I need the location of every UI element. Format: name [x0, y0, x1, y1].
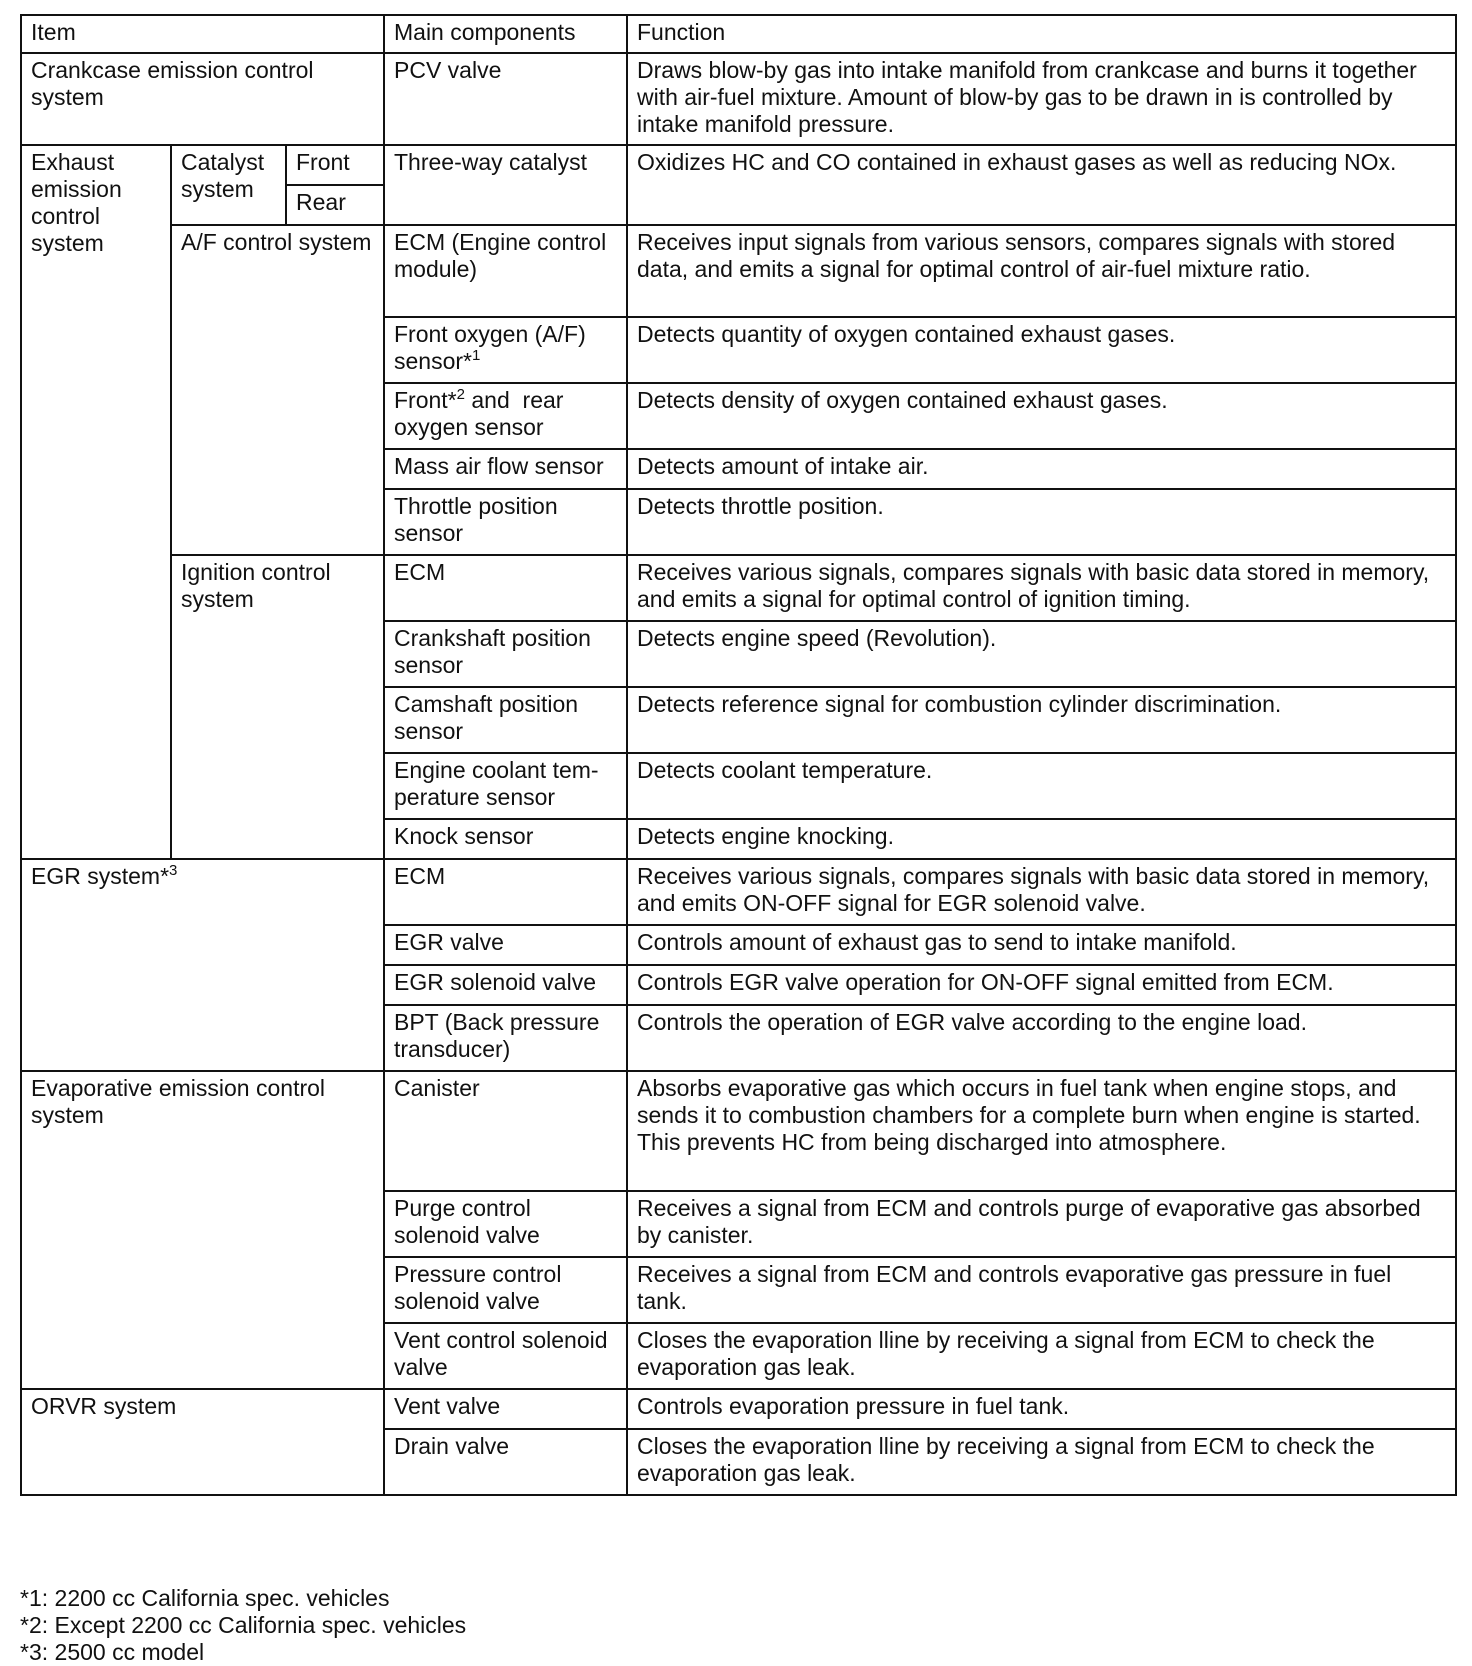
item-orvr: ORVR system [21, 1389, 384, 1495]
function-cell: Receives a signal from ECM and controls purge of evaporative gas absorbed by canister. [627, 1191, 1456, 1257]
function-cell: Closes the evaporation lline by receiving a signal from ECM to check the evaporation gas leak. [627, 1429, 1456, 1495]
subitem-af-control: A/F control system [171, 225, 384, 555]
function-cell: Detects quantity of oxygen contained exhaust gases. [627, 317, 1456, 383]
table-row [21, 145, 1456, 185]
catalyst-rear: Rear [286, 185, 384, 225]
function-cell: Detects reference signal for combustion cylinder discrimination. [627, 687, 1456, 753]
function-cell: Detects amount of intake air. [627, 449, 1456, 489]
item-crankcase: Crankcase emission control system [21, 53, 384, 145]
footnote-3: *3: 2500 cc model [20, 1639, 205, 1665]
component-cell: Pressure control solenoid valve [384, 1257, 627, 1323]
header-main-components: Main components [384, 15, 627, 53]
component-cell: Canister [384, 1071, 627, 1191]
component-cell: ECM [384, 859, 627, 925]
component-cell: EGR valve [384, 925, 627, 965]
item-egr [21, 859, 384, 1071]
function-cell: Receives various signals, compares signals with basic data stored in memory, and emits ON-OFF signal for EGR solenoid valve. [627, 859, 1456, 925]
function-cell: Detects density of oxygen contained exhaust gases. [627, 383, 1456, 449]
footnote-mark: 2 [456, 386, 465, 403]
component-cell [384, 383, 627, 449]
function-cell: Detects throttle position. [627, 489, 1456, 555]
component-cell: Throttle position sensor [384, 489, 627, 555]
component-cell: Knock sensor [384, 819, 627, 859]
item-text: EGR system* [31, 863, 170, 889]
function-cell: Closes the evaporation lline by receiving a signal from ECM to check the evaporation gas leak. [627, 1323, 1456, 1389]
function-cell: Controls amount of exhaust gas to send to intake manifold. [627, 925, 1456, 965]
function-cell: Controls EGR valve operation for ON-OFF signal emitted from ECM. [627, 965, 1456, 1005]
function-cell: Draws blow-by gas into intake manifold from crankcase and burns it together with air-fuel mixture. Amount of blow-by gas to be drawn in is controlled by intake manifold pressure. [627, 53, 1456, 145]
table-row [21, 859, 1456, 925]
table-row [21, 555, 1456, 621]
component-cell: ECM [384, 555, 627, 621]
component-cell [384, 317, 627, 383]
emission-control-table [20, 14, 1457, 1496]
function-cell: Receives a signal from ECM and controls evaporative gas pressure in fuel tank. [627, 1257, 1456, 1323]
component-cell: Drain valve [384, 1429, 627, 1495]
item-evaporative: Evaporative emission control system [21, 1071, 384, 1389]
table-row [21, 225, 1456, 317]
function-cell: Detects coolant temperature. [627, 753, 1456, 819]
component-cell: ECM (Engine control module) [384, 225, 627, 317]
table-row [21, 1389, 1456, 1429]
component-cell: Crankshaft position sensor [384, 621, 627, 687]
component-cell: PCV valve [384, 53, 627, 145]
footnote-1: *1: 2200 cc California spec. vehicles [20, 1585, 390, 1611]
component-cell: Mass air flow sensor [384, 449, 627, 489]
component-cell: BPT (Back pressure transducer) [384, 1005, 627, 1071]
component-text: and rear oxygen sensor [394, 387, 570, 440]
footnote-2: *2: Except 2200 cc California spec. vehicles [20, 1612, 467, 1638]
subitem-ignition-control: Ignition control system [171, 555, 384, 859]
catalyst-front: Front [286, 145, 384, 185]
component-cell: Purge control solenoid valve [384, 1191, 627, 1257]
component-cell: Vent control solenoid valve [384, 1323, 627, 1389]
component-cell: Vent valve [384, 1389, 627, 1429]
function-cell: Detects engine knocking. [627, 819, 1456, 859]
component-cell: Engine coolant tem-perature sensor [384, 753, 627, 819]
footnote-mark: 3 [169, 862, 178, 879]
function-cell: Receives input signals from various sensors, compares signals with stored data, and emits a signal for optimal control of air-fuel mixture ratio. [627, 225, 1456, 317]
table-row [21, 1071, 1456, 1191]
header-function: Function [627, 15, 1456, 53]
component-text: Front oxygen (A/F) sensor* [394, 321, 586, 374]
function-cell: Receives various signals, compares signals with basic data stored in memory, and emits a signal for optimal control of ignition timing. [627, 555, 1456, 621]
function-cell: Absorbs evaporative gas which occurs in fuel tank when engine stops, and sends it to combustion chambers for a complete burn when engine is started. This prevents HC from being discharged into atmosphere. [627, 1071, 1456, 1191]
table-header-row [21, 15, 1456, 53]
item-exhaust: Exhaust emission control system [21, 145, 171, 859]
component-cell: Three-way catalyst [384, 145, 627, 225]
component-text: Front* [394, 387, 457, 413]
function-cell: Oxidizes HC and CO contained in exhaust gases as well as reducing NOx. [627, 145, 1456, 225]
component-cell: Camshaft position sensor [384, 687, 627, 753]
header-item: Item [21, 15, 384, 53]
subitem-catalyst: Catalyst system [171, 145, 286, 225]
function-cell: Controls the operation of EGR valve according to the engine load. [627, 1005, 1456, 1071]
function-cell: Controls evaporation pressure in fuel tank. [627, 1389, 1456, 1429]
footnote-mark: 1 [471, 347, 481, 364]
table-row [21, 53, 1456, 145]
component-cell: EGR solenoid valve [384, 965, 627, 1005]
footnotes [20, 1585, 466, 1666]
function-cell: Detects engine speed (Revolution). [627, 621, 1456, 687]
